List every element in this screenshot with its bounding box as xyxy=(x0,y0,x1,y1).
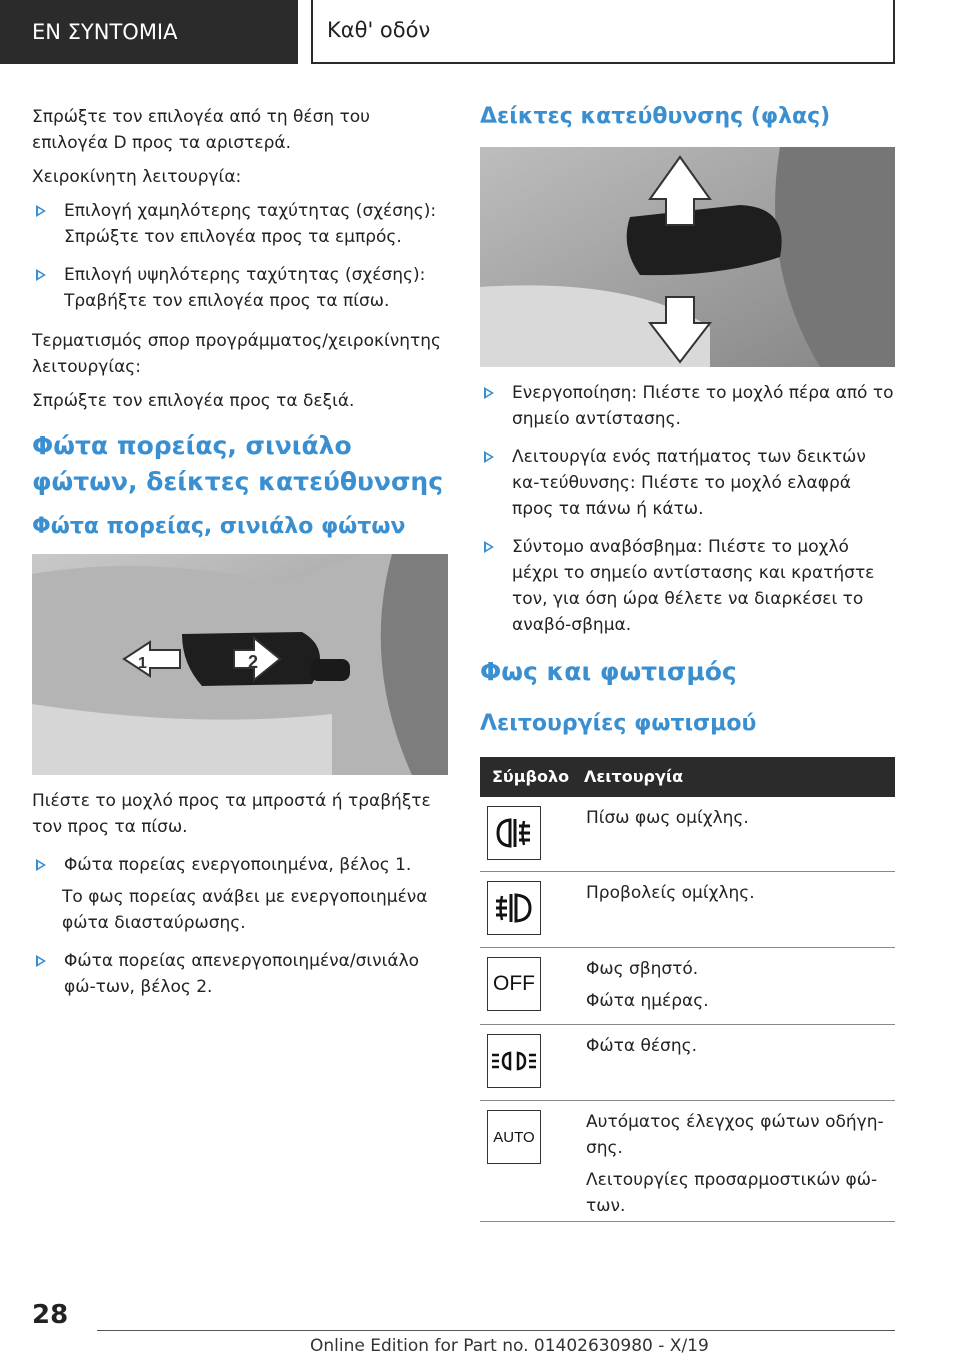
table-row xyxy=(480,948,895,1025)
turn-signal-lever-figure xyxy=(480,147,895,367)
list-item xyxy=(480,444,895,522)
paragraph: Σπρώξτε τον επιλογέα προς τα δεξιά. xyxy=(32,391,355,411)
function-text: Φώτα ημέρας. xyxy=(586,991,709,1011)
function-text: Πίσω φως ομίχλης. xyxy=(586,808,749,828)
bullet-triangle-icon xyxy=(484,387,494,399)
footer-divider xyxy=(97,1330,895,1331)
section-title: Καθ' οδόν xyxy=(311,0,895,64)
left-column-lower xyxy=(32,788,450,1000)
left-column xyxy=(32,104,450,542)
bullet-triangle-icon xyxy=(36,955,46,967)
list-item xyxy=(32,262,450,314)
section-heading: Φως και φωτισμός xyxy=(480,657,737,686)
subsection-heading: Δείκτες κατεύθυνσης (φλας) xyxy=(480,104,831,129)
table-row xyxy=(480,872,895,948)
arrow-label-1: 1 xyxy=(138,655,147,672)
subsection-heading: Φώτα πορείας, σινιάλο φώτων xyxy=(32,514,406,539)
list-item xyxy=(32,198,450,250)
arrow-label-2: 2 xyxy=(248,652,259,672)
list-item xyxy=(480,380,895,432)
lights-off-icon xyxy=(487,957,541,1011)
table-row xyxy=(480,1101,895,1222)
list-item xyxy=(32,948,450,1000)
chapter-tab: EN ΣΥΝΤΟΜΙΑ xyxy=(0,0,298,64)
bullet-triangle-icon xyxy=(36,859,46,871)
list-item-text: Ενεργοποίηση: Πιέστε το μοχλό πέρα από το σημείο αντίστασης. xyxy=(512,383,894,429)
front-fog-light-icon xyxy=(487,881,541,935)
right-column xyxy=(480,380,895,638)
subsection-heading: Λειτουργίες φωτισμού xyxy=(480,711,757,736)
high-beam-lever-figure xyxy=(32,554,448,775)
function-text: Φώτα θέσης. xyxy=(586,1036,697,1056)
auto-lights-icon xyxy=(487,1110,541,1164)
paragraph: Σπρώξτε τον επιλογέα από τη θέση του επιλογέα D προς τα αριστερά. xyxy=(32,107,371,153)
list-item-text: Σύντομο αναβόσβημα: Πιέστε το μοχλό μέχρι το σημείο αντίστασης και κρατήστε τον, για όση ώρα θέλετε να διαρκέσει το αναβό-σβημα. xyxy=(512,537,875,635)
list-item xyxy=(32,852,450,878)
list-item-subtext: Το φως πορείας ανάβει με ενεργοποιημένα φώτα διασταύρωσης. xyxy=(62,887,428,933)
function-text: Φως σβηστό. xyxy=(586,959,699,979)
lights-off-icon-text: OFF xyxy=(493,972,535,995)
function-text: Λειτουργίες προσαρμοστικών φώ-των. xyxy=(586,1170,878,1216)
table-row xyxy=(480,1025,895,1101)
column-header-function: Λειτουργία xyxy=(584,767,684,786)
lighting-functions-table xyxy=(480,757,895,1222)
list-item-text: Λειτουργία ενός πατήματος των δεικτών κα-τεύθυνσης: Πιέστε το μοχλό ελαφρά προς τα πάνω ή κάτω. xyxy=(512,447,866,519)
paragraph: Χειροκίνητη λειτουργία: xyxy=(32,167,242,187)
bullet-triangle-icon xyxy=(484,541,494,553)
paragraph: Τερματισμός σπορ προγράμματος/χειροκίνητης λειτουργίας: xyxy=(32,331,441,377)
list-item-text: Επιλογή υψηλότερης ταχύτητας (σχέσης): Τραβήξτε τον επιλογέα προς τα πίσω. xyxy=(64,265,426,311)
bullet-triangle-icon xyxy=(36,269,46,281)
list-item-text: Φώτα πορείας ενεργοποιημένα, βέλος 1. xyxy=(64,855,412,875)
table-header xyxy=(480,757,895,797)
edition-note: Online Edition for Part no. 01402630980 - X/19 xyxy=(310,1336,709,1356)
auto-lights-icon-text: AUTO xyxy=(493,1128,535,1146)
rear-fog-light-icon xyxy=(487,806,541,860)
bullet-triangle-icon xyxy=(484,451,494,463)
function-text-block xyxy=(586,956,886,1014)
lever-illustration xyxy=(32,554,448,775)
list-item-text: Φώτα πορείας απενεργοποιημένα/σινιάλο φώ-των, βέλος 2. xyxy=(64,951,420,997)
function-text: Προβολείς ομίχλης. xyxy=(586,883,755,903)
parking-lights-icon xyxy=(487,1034,541,1088)
list-item-text: Επιλογή χαμηλότερης ταχύτητας (σχέσης): Σπρώξτε τον επιλογέα προς τα εμπρός. xyxy=(64,201,437,247)
section-heading: Φώτα πορείας, σινιάλο φώτων, δείκτες κατεύθυνσης xyxy=(32,431,444,496)
page-number: 28 xyxy=(32,1300,69,1330)
function-text-block xyxy=(586,1109,886,1219)
list-item xyxy=(480,534,895,638)
function-text: Αυτόματος έλεγχος φώτων οδήγη-σης. xyxy=(586,1112,884,1158)
turn-signal-illustration xyxy=(480,147,895,367)
paragraph: Πιέστε το μοχλό προς τα μπροστά ή τραβήξτε τον προς τα πίσω. xyxy=(32,791,431,837)
bullet-triangle-icon xyxy=(36,205,46,217)
column-header-symbol: Σύμβολο xyxy=(492,767,570,786)
table-row xyxy=(480,797,895,872)
